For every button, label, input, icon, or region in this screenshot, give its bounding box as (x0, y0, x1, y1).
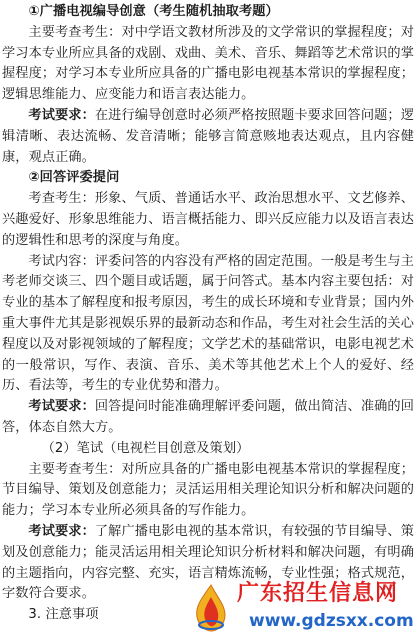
requirement-label: 考试要求： (28, 399, 95, 415)
watermark-title: 广东招生信息网 (237, 581, 399, 606)
requirement-label: 考试要求： (28, 523, 95, 539)
site-watermark (189, 579, 419, 637)
paragraph: 主要考查考生：对所应具备的广播电影电视基本常识的掌握程度；节目编导、策划及创意能力；灵活运用相关理论知识分析和解决问题的能力；学习本专业所必须具备的写作能力。 (2, 461, 414, 519)
requirement-text: 回答提问时能准确理解评委问题，做出简洁、准确的回答，体态自然大方。 (2, 399, 414, 435)
requirement-text: 在进行编导创意时必须严格按照题卡要求回答问题；逻辑清晰、表达流畅、发音清晰；能够言简意赅地表达观点，且内容健康，观点正确。 (2, 107, 414, 165)
section-heading: ②回答评委提问 (28, 170, 120, 186)
requirement-paragraph (2, 106, 414, 168)
requirement-label: 考试要求： (28, 107, 95, 123)
paragraph: 考查考生：形象、气质、普通话水平、政治思想水平、文艺修养、兴趣爱好、形象思维能力、语言概括能力、即兴反应能力以及语言表达的逻辑性和思考的深度与角度。 (2, 191, 414, 248)
subsection-heading: 3. 注意事项 (28, 607, 99, 623)
paragraph: 考试内容：评委问答的内容没有严格的固定范围。一般是考生与主考老师交谈三、四个题目或话题，属于问答式。基本内容主要包括：对专业的基本了解程度和报考原因，考生的成长环境和专业背景；国内外重大事件尤其是影视娱乐界的最新动态和作品，考生对社会生活的关心程度以及对影视领域的了解程度；文学艺术的基础常识，电影电视艺术的一般常识，写作、表演、音乐、美术等其他艺术上个人的爱好、经历、看法等，考生的专业优势和潜力。 (2, 253, 414, 394)
document-body (0, 2, 414, 626)
watermark-logo-icon (189, 581, 233, 633)
section-heading: ①广播电视编导创意（考生随机抽取考题） (28, 4, 279, 19)
requirement-paragraph (2, 397, 414, 439)
subsection-heading: （2）笔试（电视栏目创意及策划） (41, 440, 250, 456)
watermark-url: www.gdzsxx.com (249, 611, 414, 631)
requirement-text: 了解广播电影电视的基本常识，有较强的节目编导、策划及创意能力；能灵活运用相关理论知识分析材料和解决问题，有明确的主题指向，内容完整、充实，语言精炼流畅，专业性强；格式规范，字数符合要求。 (2, 523, 414, 602)
paragraph: 主要考查考生：对中学语文教材所涉及的文学常识的掌握程度；对学习本专业所应具备的戏剧、戏曲、美术、音乐、舞蹈等艺术常识的掌握程度；对学习本专业所应具备的广播电影电视基本常识的掌握程度；逻辑思维能力、应变能力和语言表达能力。 (2, 24, 414, 103)
